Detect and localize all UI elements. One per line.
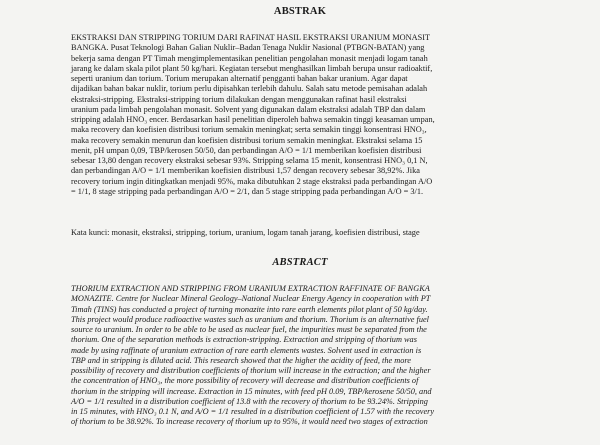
abstrak-heading: ABSTRAK [273, 6, 327, 17]
keywords-line: Kata kunci: monasit, ekstraksi, stripping, torium, uranium, logam tanah jarang, koefisien distribusi, stage [71, 228, 420, 237]
abstract-line: the concentration of HNO₃, the more possibility of recovery will decrease and distribution coefficients of [71, 376, 419, 386]
abstrak-line: seperti uranium dan torium. Torium merupakan alternatif pengganti bahan bakar uranium. Agar dapat [71, 74, 408, 83]
abstrak-line: EKSTRAKSI DAN STRIPPING TORIUM DARI RAFINAT HASIL EKSTRAKSI URANIUM MONASIT [71, 33, 431, 42]
abstract-line: TBP and in stripping is diluted acid. This research showed that the higher the acidity of feed, the more [71, 355, 411, 365]
abstrak-body [71, 33, 533, 197]
abstract-line: thorium in the stripping will increase. Extraction in 15 minutes, with feed pH 0.09, TBP/kerosene 50/50, and [71, 386, 432, 396]
abstrak-line: uranium pada limbah pengolahan monasit. Solvent yang digunakan dalam ekstraksi adalah TBP dan dalam [71, 104, 426, 114]
abstrak-line: ekstraksi-stripping. Ekstraksi-stripping torium dilakukan dengan menggunakan rafinat hasil ekstraksi [71, 94, 407, 104]
abstract-line: thorium. One of the separation methods is extraction-stripping. Extraction and stripping of thorium was [71, 335, 417, 345]
abstract-line: of thorium to be 38.92%. To increase recovery of thorium up to 95%, it would need two stages of extraction [71, 417, 428, 427]
abstrak-line: recovery torium ingin ditingkatkan menjadi 95%, maka dibutuhkan 2 stage ekstraksi pada perbandingan A/O [71, 176, 433, 186]
abstrak-line: dijadikan bahan bakar nuklir, torium perlu dipisahkan terlebih dahulu. Salah satu metode pemisahan adalah [71, 84, 428, 94]
abstract-line: MONAZITE. Centre for Nuclear Mineral Geology–National Nuclear Energy Agency in cooperation with PT [71, 294, 431, 304]
abstrak-line: jarang ke dalam skala pilot plant 50 kg/hari. Kegiatan tersebut menghasilkan limbah berupa unsur radioaktif, [71, 63, 433, 73]
abstrak-line: stripping adalah HNO₃ encer. Berdasarkan hasil penelitian diperoleh bahwa semakin tinggi keasaman umpan, [71, 115, 435, 124]
abstrak-line: sebesar 13,80 dengan recovery ekstraksi sebesar 93%. Stripping selama 15 menit, konsentrasi HNO₃ 0,1 N, [71, 156, 428, 165]
abstrak-line: BANGKA. Pusat Teknologi Bahan Galian Nuklir–Badan Tenaga Nuklir Nasional (PTBGN-BATAN) yang [71, 43, 425, 53]
abstrak-line: maka recovery semakin menurun dan koefisien distribusi torium semakin meningkat. Ekstraksi selama 15 [71, 135, 423, 145]
abstract-heading: ABSTRACT [272, 257, 328, 268]
abstract-line: possibility of recovery and distribution coefficients of thorium will increase in the extraction; and the higher [71, 366, 431, 375]
abstract-line: made by using raffinate of uranium extraction of rare earth elements wastes. Solvent used in extraction is [71, 345, 422, 355]
abstrak-line: dan perbandingan A/O = 1/1 memberikan koefisien distribusi 1,57 dengan recovery sebesar 38,92%. Jika [71, 166, 420, 176]
abstract-line: in 15 minutes, with HNO₃ 0.1 N, and A/O = 1/1 resulted in a distribution coefficient of 1.57 with the recovery [71, 407, 435, 416]
abstract-line: A/O = 1/1 resulted in a distribution coefficient of 13.8 with the recovery of thorium to be 93.24%. Stripping [71, 396, 428, 406]
abstract-line: This project would produce radioactive wastes such as uranium and thorium. Thorium is an alternative fuel [71, 314, 429, 324]
abstract-line: THORIUM EXTRACTION AND STRIPPING FROM URANIUM EXTRACTION RAFFINATE OF BANGKA [71, 284, 430, 293]
keywords [71, 228, 533, 238]
abstrak-line: bekerja sama dengan PT Timah mengimplementasikan penelitian pengolahan monasit menjadi logam tanah [71, 53, 428, 63]
abstract-line: source to uranium. In order to be able to be used as nuclear fuel, the impurities must be separated from the [71, 325, 427, 334]
abstrak-line: = 1/1, 8 stage stripping pada perbandingan A/O = 2/1, dan 5 stage stripping pada perbandingan A/O = 3/1. [71, 186, 424, 196]
abstract-line: Timah (TINS) has conducted a project of turning monazite into rare earth elements pilot plant of 50 kg/day. [71, 304, 428, 314]
abstrak-line: menit, pH umpan 0,09, TBP/kerosen 50/50, dan perbandingan A/O = 1/1 memberikan koefisien distribusi [71, 145, 422, 155]
abstrak-line: maka recovery dan koefisien distribusi torium semakin meningkat; serta semakin tinggi konsentrasi HNO₃, [71, 125, 427, 135]
abstract-body [71, 284, 533, 428]
